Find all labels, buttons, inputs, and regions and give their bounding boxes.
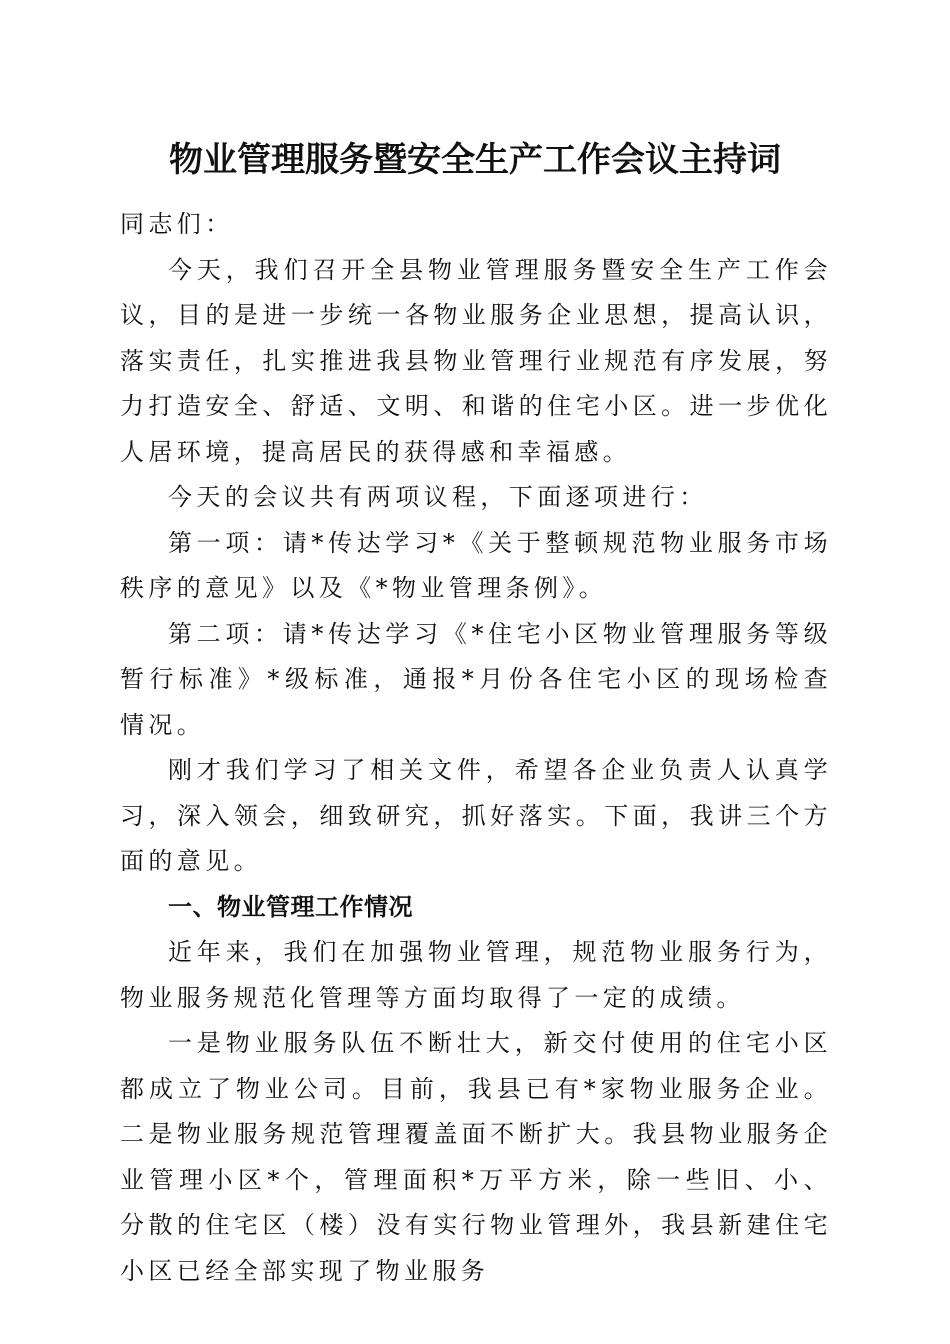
paragraph-agenda: 今天的会议共有两项议程，下面逐项进行：: [168, 483, 708, 511]
paragraph-intro: 今天，我们召开全县物业管理服务暨安全生产工作会议，目的是进一步统一各物业服务企业思想，提高认识，落实责任，扎实推进我县物业管理行业规范有序发展，努力打造安全、舒适、文明、和谐的住宅小区。进一步优化人居环境，提高居民的获得感和幸福感。: [120, 255, 832, 466]
salutation: 同志们：: [120, 210, 234, 238]
section-heading: 一、物业管理工作情况: [168, 892, 413, 921]
paragraph-transition: 刚才我们学习了相关文件，希望各企业负责人认真学习，深入领会，细致研究，抓好落实。下面，我讲三个方面的意见。: [120, 756, 832, 875]
paragraph-section-intro: 近年来，我们在加强物业管理，规范物业服务行为，物业服务规范化管理等方面均取得了一定的成绩。: [120, 938, 832, 1012]
document-title: 物业管理服务暨安全生产工作会议主持词: [169, 140, 781, 180]
paragraph-agenda-item-1: 第一项：请*传达学习*《关于整顿规范物业服务市场秩序的意见》以及《*物业管理条例》。: [120, 528, 832, 602]
paragraph-section-detail: 一是物业服务队伍不断壮大，新交付使用的住宅小区都成立了物业公司。目前，我县已有*家物业服务企业。二是物业服务规范管理覆盖面不断扩大。我县物业服务企业管理小区*个，管理面积*万平方米，除一些旧、小、分散的住宅区（楼）没有实行物业管理外，我县新建住宅小区已经全部实现了物业服务: [120, 1029, 832, 1285]
document-body: [120, 202, 832, 1294]
paragraph-agenda-item-2: 第二项：请*传达学习《*住宅小区物业管理服务等级暂行标准》*级标准，通报*月份各住宅小区的现场检查情况。: [120, 619, 832, 739]
